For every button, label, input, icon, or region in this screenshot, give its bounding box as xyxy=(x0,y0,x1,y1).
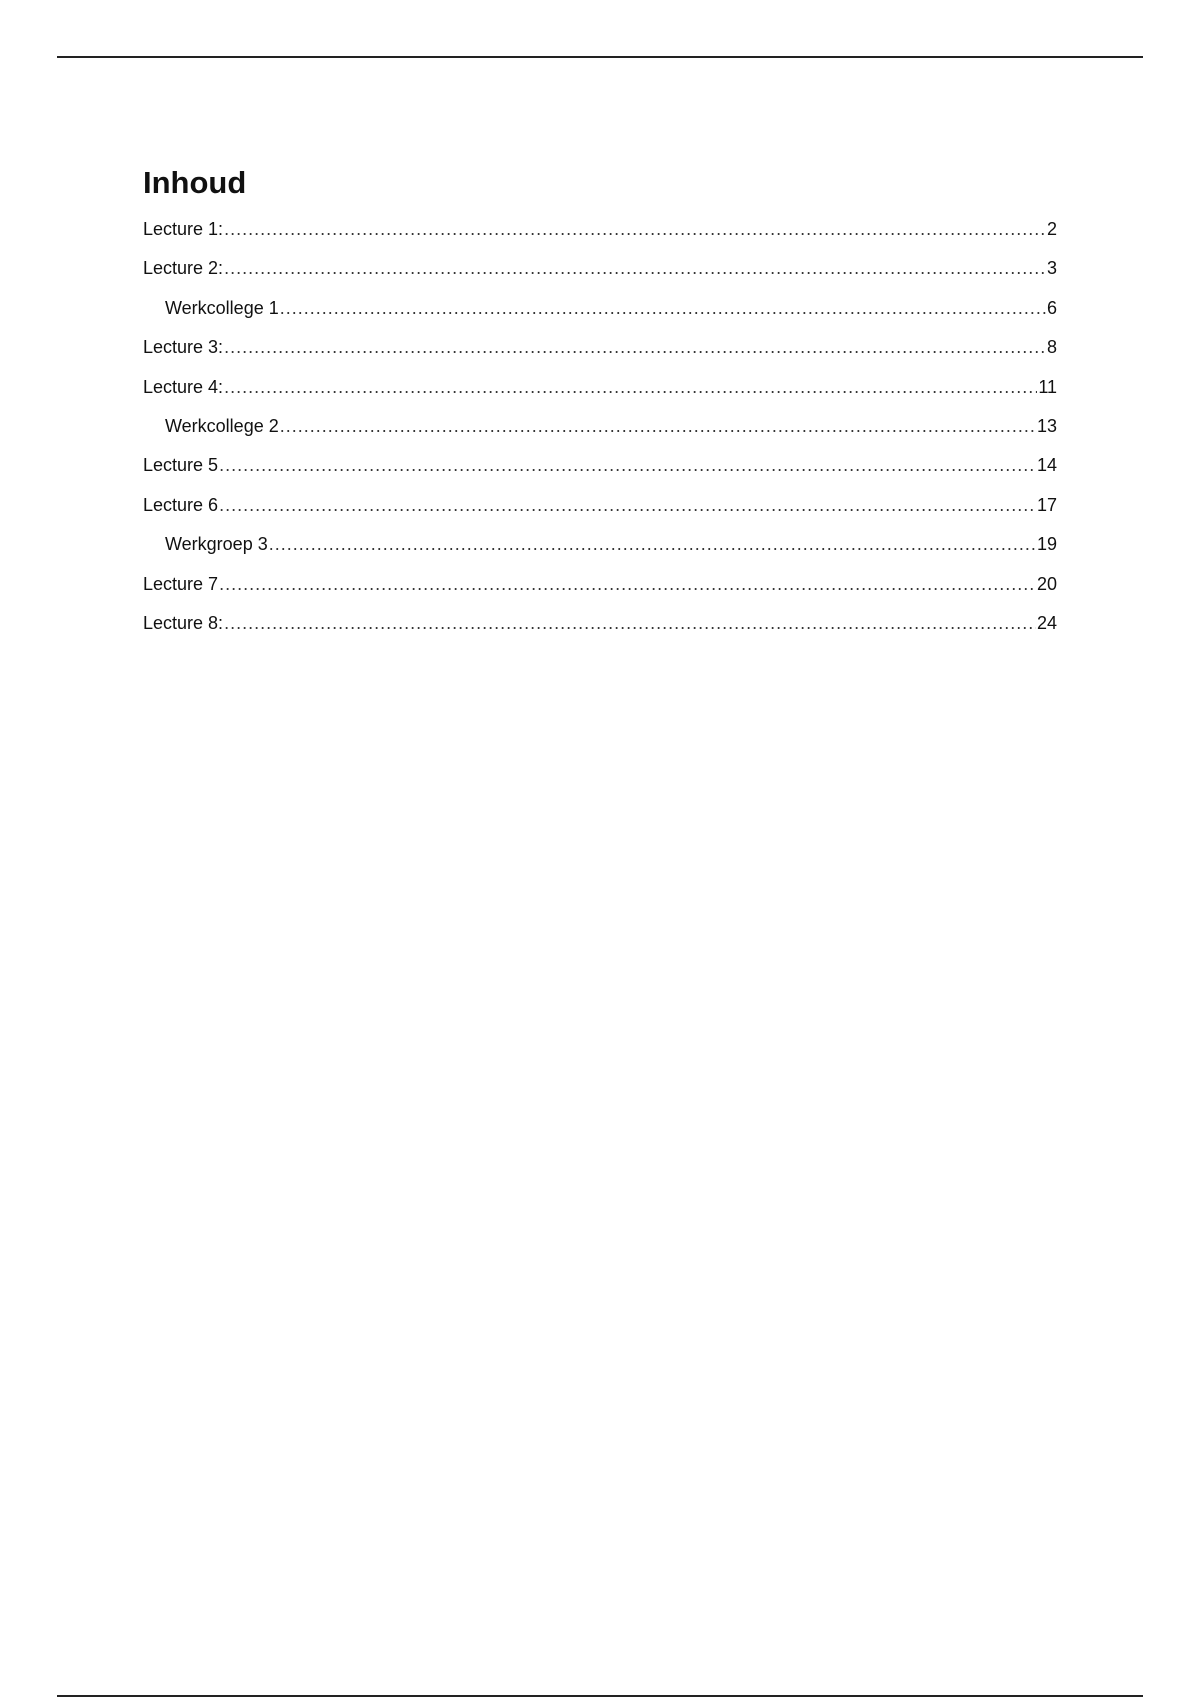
toc-entry-page: 3 xyxy=(1046,258,1057,279)
toc-entry-label: Lecture 6 xyxy=(143,494,219,515)
toc-dot-leader xyxy=(219,572,1036,596)
toc-entry-label: Lecture 7 xyxy=(143,573,219,594)
toc-entry-page: 8 xyxy=(1046,337,1057,358)
toc-entry-label: Werkcollege 2 xyxy=(165,415,279,436)
toc-heading: Inhoud xyxy=(143,165,247,200)
toc-entry-page: 19 xyxy=(1036,534,1057,555)
toc-entry-lecture-7[interactable] xyxy=(143,572,1057,611)
toc-entry-werkcollege-2[interactable] xyxy=(143,414,1057,453)
toc-entry-lecture-2[interactable] xyxy=(143,256,1057,295)
toc-entry-lecture-6[interactable] xyxy=(143,493,1057,532)
toc-entry-lecture-3[interactable] xyxy=(143,335,1057,374)
toc-entry-page: 6 xyxy=(1046,297,1057,318)
toc-entry-page: 24 xyxy=(1036,612,1057,633)
header-rule xyxy=(57,56,1143,58)
toc-entry-page: 11 xyxy=(1038,376,1057,397)
toc-entry-label: Lecture 1: xyxy=(143,219,224,239)
toc-entry-label: Werkgroep 3 xyxy=(165,534,268,555)
toc-entry-lecture-8[interactable] xyxy=(143,611,1057,650)
toc-dot-leader xyxy=(224,375,1037,399)
toc-dot-leader xyxy=(224,256,1046,280)
toc-entry-label: Lecture 5 xyxy=(143,455,219,476)
toc-dot-leader xyxy=(280,414,1036,438)
toc-list xyxy=(143,217,1057,650)
toc-entry-werkgroep-3[interactable] xyxy=(143,532,1057,571)
toc-dot-leader xyxy=(219,493,1036,517)
toc-dot-leader xyxy=(280,296,1046,320)
toc-entry-label: Lecture 3: xyxy=(143,337,224,358)
toc-entry-page: 14 xyxy=(1036,455,1057,476)
toc-entry-label: Werkcollege 1 xyxy=(165,297,279,318)
toc-entry-werkcollege-1[interactable] xyxy=(143,296,1057,335)
toc-entry-label: Lecture 8: xyxy=(143,612,224,633)
toc-dot-leader xyxy=(219,453,1036,477)
toc-entry-page: 2 xyxy=(1046,219,1057,239)
toc-entry-lecture-4[interactable] xyxy=(143,375,1057,414)
toc-entry-page: 20 xyxy=(1036,573,1057,594)
table-of-contents xyxy=(143,163,1057,650)
toc-entry-page: 13 xyxy=(1036,415,1057,436)
toc-entry-label: Lecture 4: xyxy=(143,376,224,397)
toc-dot-leader xyxy=(224,611,1036,635)
toc-dot-leader xyxy=(224,335,1046,359)
toc-dot-leader xyxy=(224,217,1046,241)
toc-entry-label: Lecture 2: xyxy=(143,258,224,279)
toc-entry-lecture-1[interactable] xyxy=(143,217,1057,256)
toc-dot-leader xyxy=(269,532,1036,556)
footer-rule xyxy=(57,1695,1143,1697)
toc-entry-page: 17 xyxy=(1036,494,1057,515)
toc-entry-lecture-5[interactable] xyxy=(143,453,1057,492)
